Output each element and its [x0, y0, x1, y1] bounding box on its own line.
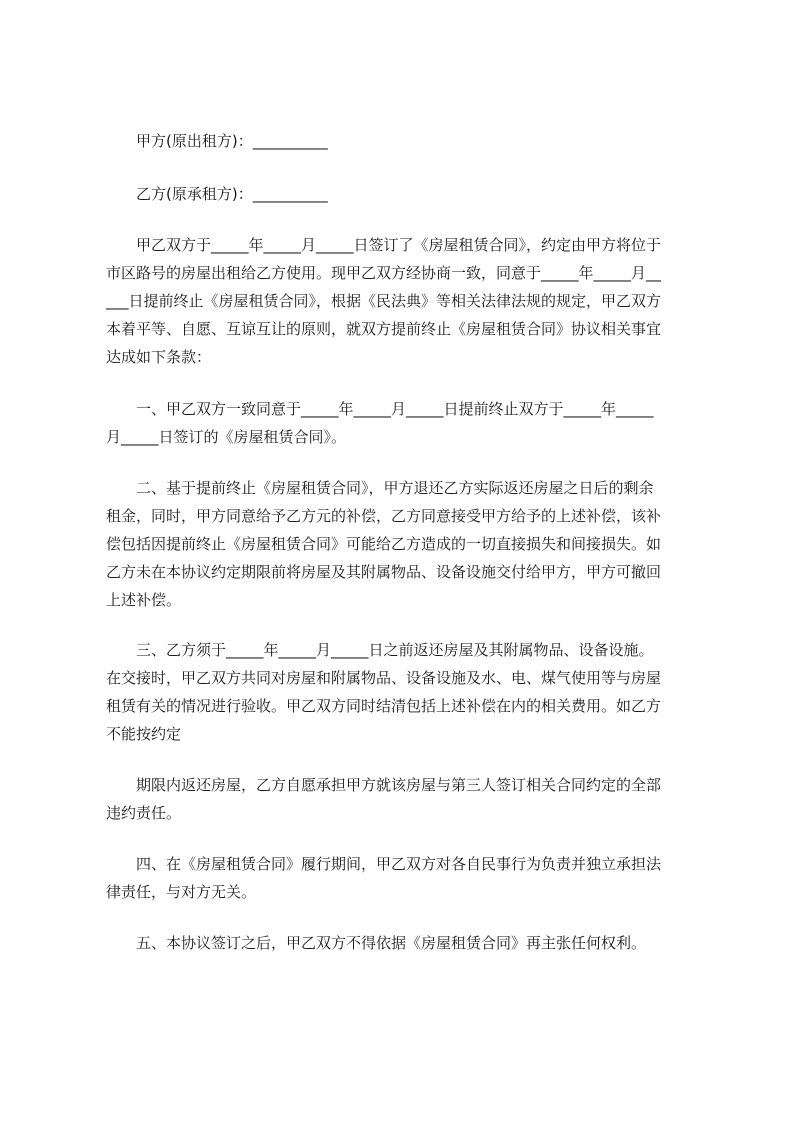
clause2-line-2: 租金，同时，甲方同意给予乙方元的补偿，乙方同意接受甲方给予的上述补偿，该补: [106, 507, 662, 525]
intro-line-4: 本着平等、自愿、互谅互让的原则，就双方提前终止《房屋租赁合同》协议相关事宜: [106, 320, 662, 338]
clause1-line-2: 月_____日签订的《房屋租赁合同》。: [106, 428, 347, 446]
clause5-line: 五、本协议签订之后，甲乙双方不得依据《房屋租赁合同》再主张任何权利。: [136, 934, 647, 952]
intro-line-5: 达成如下条款：: [106, 348, 212, 366]
clause2-line-5: 上述补偿。: [106, 591, 182, 609]
clause3-cont-line-2: 违约责任。: [106, 804, 182, 822]
clause3-line-4: 不能按约定: [106, 725, 182, 743]
clause3-line-2: 在交接时，甲乙双方共同对房屋和附属物品、设备设施及水、电、煤气使用等与房屋: [106, 669, 662, 687]
clause3-cont-line-1: 期限内返还房屋，乙方自愿承担甲方就该房屋与第三人签订相关合同约定的全部: [136, 776, 662, 794]
intro-line-1: 甲乙双方于_____年_____月_____日签订了《房屋租赁合同》，约定由甲方将位于: [136, 236, 662, 254]
clause4-line-2: 律责任，与对方无关。: [106, 883, 257, 901]
clause2-line-3: 偿包括因提前终止《房屋租赁合同》可能给乙方造成的一切直接损失和间接损失。如: [106, 535, 662, 553]
intro-line-2: 市区路号的房屋出租给乙方使用。现甲乙双方经协商一致，同意于_____年_____月__: [106, 264, 662, 282]
party-a-line: 甲方(原出租方)：__________: [136, 132, 328, 150]
clause2-line-4: 乙方未在本协议约定期限前将房屋及其附属物品、设备设施交付给甲方，甲方可撤回: [106, 563, 662, 581]
clause3-line-3: 租赁有关的情况进行验收。甲乙双方同时结清包括上述补偿在内的相关费用。如乙方: [106, 697, 662, 715]
intro-line-3: ___日提前终止《房屋租赁合同》，根据《民法典》等相关法律法规的规定，甲乙双方: [106, 292, 662, 310]
party-b-line: 乙方(原承租方)：__________: [136, 185, 328, 203]
clause2-line-1: 二、基于提前终止《房屋租赁合同》，甲方退还乙方实际返还房屋之日后的剩余: [136, 479, 654, 497]
clause1-line-1: 一、甲乙双方一致同意于_____年_____月_____日提前终止双方于_____年_____: [136, 400, 654, 418]
clause3-line-1: 三、乙方须于_____年_____月_____日之前返还房屋及其附属物品、设备设施。: [136, 641, 654, 659]
clause4-line-1: 四、在《房屋租赁合同》履行期间，甲乙双方对各自民事行为负责并独立承担法: [136, 855, 662, 873]
